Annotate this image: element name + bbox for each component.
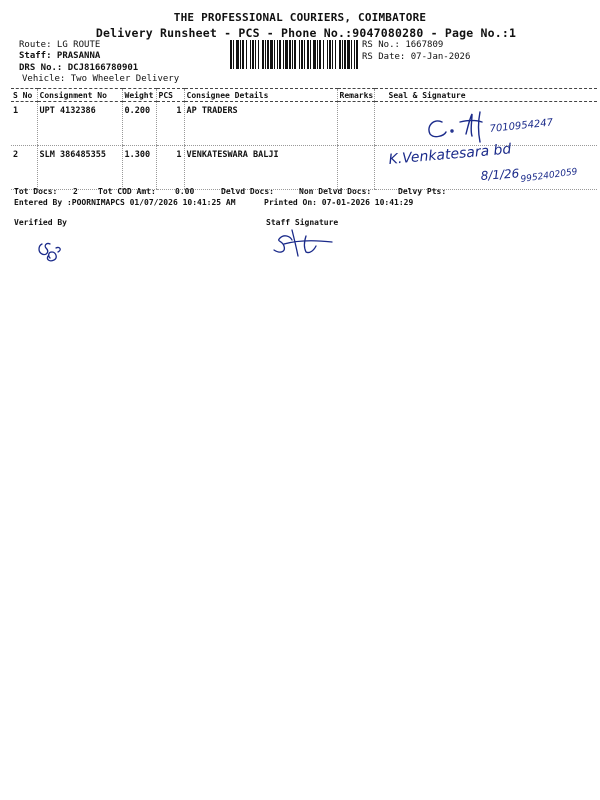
initials-signature-icon xyxy=(34,238,66,264)
handwritten-signature-icon xyxy=(420,108,600,144)
total-cod-label: Tot COD Amt: xyxy=(98,187,156,196)
cell-pcs: 1 xyxy=(156,102,184,146)
vehicle-label: Vehicle: Two Wheeler Delivery xyxy=(22,74,180,84)
svg-text:K.Venkatesara bd: K.Venkatesara bd xyxy=(387,141,512,168)
cell-consignment: UPT 4132386 xyxy=(37,102,122,146)
staff-label: Staff: PRASANNA xyxy=(19,51,101,61)
col-remarks: Remarks xyxy=(337,89,374,102)
svg-text:8/1/26: 8/1/26 xyxy=(480,166,520,183)
table-header-row xyxy=(11,89,597,102)
col-weight: Weight xyxy=(122,89,156,102)
cell-sno: 2 xyxy=(11,146,37,190)
entered-by: Entered By :POORNIMAPCS 01/07/2026 10:41:25 AM xyxy=(14,198,236,207)
total-docs-value: 2 xyxy=(73,187,78,196)
barcode-icon xyxy=(230,40,358,69)
col-consignee: Consignee Details xyxy=(184,89,337,102)
total-docs-label: Tot Docs: xyxy=(14,187,58,196)
delivery-points-label: Delvy Pts: xyxy=(398,187,447,196)
rs-number: RS No.: 1667809 xyxy=(362,40,444,50)
verified-by-label: Verified By xyxy=(14,218,67,227)
company-title: THE PROFESSIONAL COURIERS, COIMBATORE xyxy=(173,11,427,24)
cell-sno: 1 xyxy=(11,102,37,146)
cell-consignment: SLM 386485355 xyxy=(37,146,122,190)
col-pcs: PCS xyxy=(156,89,184,102)
col-consignment: Consignment No xyxy=(37,89,122,102)
cell-weight: 0.200 xyxy=(122,102,156,146)
col-seal-signature: Seal & Signature xyxy=(374,89,597,102)
cell-weight: 1.300 xyxy=(122,146,156,190)
printed-on: Printed On: 07-01-2026 10:41:29 xyxy=(264,198,414,207)
route-label: Route: LG ROUTE xyxy=(19,40,101,50)
runsheet-title: Delivery Runsheet - PCS - Phone No.:9047080280 - Page No.:1 xyxy=(95,26,517,40)
staff-signature-icon xyxy=(270,228,340,258)
cell-consignee: VENKATESWARA BALJI xyxy=(184,146,337,190)
svg-text:7010954247: 7010954247 xyxy=(489,117,554,135)
cell-remarks xyxy=(337,102,374,146)
drs-number: DRS No.: DCJ8166780901 xyxy=(19,63,139,73)
rs-date: RS Date: 07-Jan-2026 xyxy=(362,52,471,62)
staff-signature-label: Staff Signature xyxy=(266,218,339,227)
cell-remarks xyxy=(337,146,374,190)
non-delivered-docs-label: Non Delvd Docs: xyxy=(299,187,372,196)
cell-consignee: AP TRADERS xyxy=(184,102,337,146)
total-cod-value: 0.00 xyxy=(175,187,195,196)
svg-text:9952402059: 9952402059 xyxy=(520,167,579,185)
cell-pcs: 1 xyxy=(156,146,184,190)
col-sno: S No xyxy=(11,89,37,102)
handwritten-signature-icon xyxy=(383,140,598,186)
delivered-docs-label: Delvd Docs: xyxy=(221,187,274,196)
